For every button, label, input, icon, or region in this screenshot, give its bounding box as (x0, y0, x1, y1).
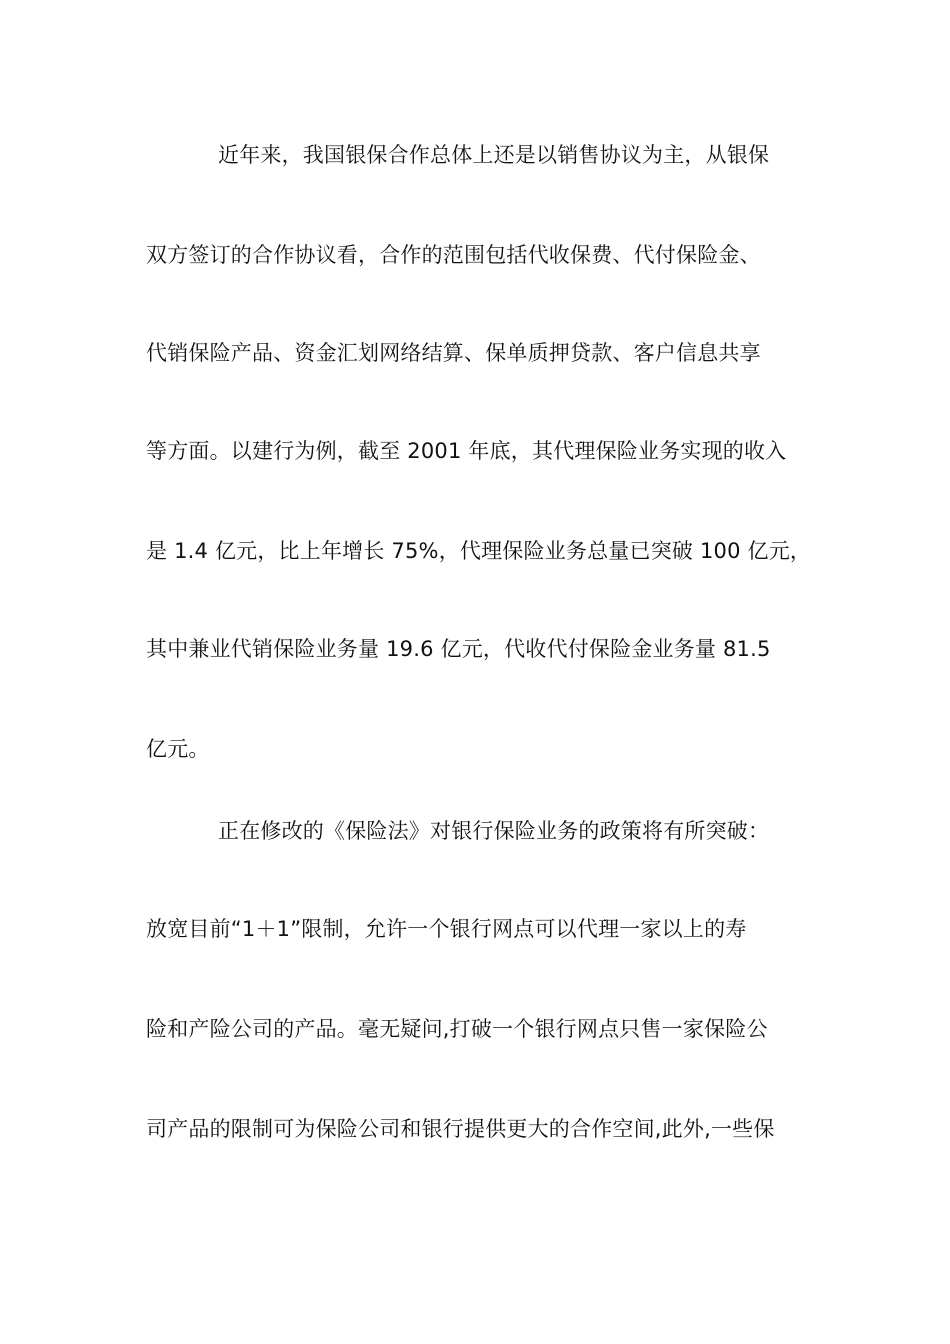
paragraph-2-line-3: 险和产险公司的产品。毫无疑问,打破一个银行网点只售一家保险公 (146, 1017, 768, 1041)
paragraph-1-line-4: 等方面。以建行为例，截至 2001 年底，其代理保险业务实现的收入 (146, 439, 787, 463)
paragraph-1-line-3: 代销保险产品、资金汇划网络结算、保单质押贷款、客户信息共享 (146, 341, 761, 365)
paragraph-2-line-1: 正在修改的《保险法》对银行保险业务的政策将有所突破： (218, 819, 770, 843)
paragraph-1-line-5: 是 1.4 亿元，比上年增长 75%，代理保险业务总量已突破 100 亿元， (146, 539, 812, 563)
paragraph-1-line-6: 其中兼业代销保险业务量 19.6 亿元，代收代付保险金业务量 81.5 (146, 637, 771, 661)
paragraph-2-line-2: 放宽目前“1＋1”限制，允许一个银行网点可以代理一家以上的寿 (146, 917, 747, 941)
paragraph-2-line-4: 司产品的限制可为保险公司和银行提供更大的合作空间,此外,一些保 (146, 1117, 775, 1141)
paragraph-1-line-7: 亿元。 (146, 737, 210, 761)
paragraph-1-line-2: 双方签订的合作协议看，合作的范围包括代收保费、代付保险金、 (146, 243, 761, 267)
paragraph-1-line-1: 近年来，我国银保合作总体上还是以销售协议为主，从银保 (218, 143, 770, 167)
